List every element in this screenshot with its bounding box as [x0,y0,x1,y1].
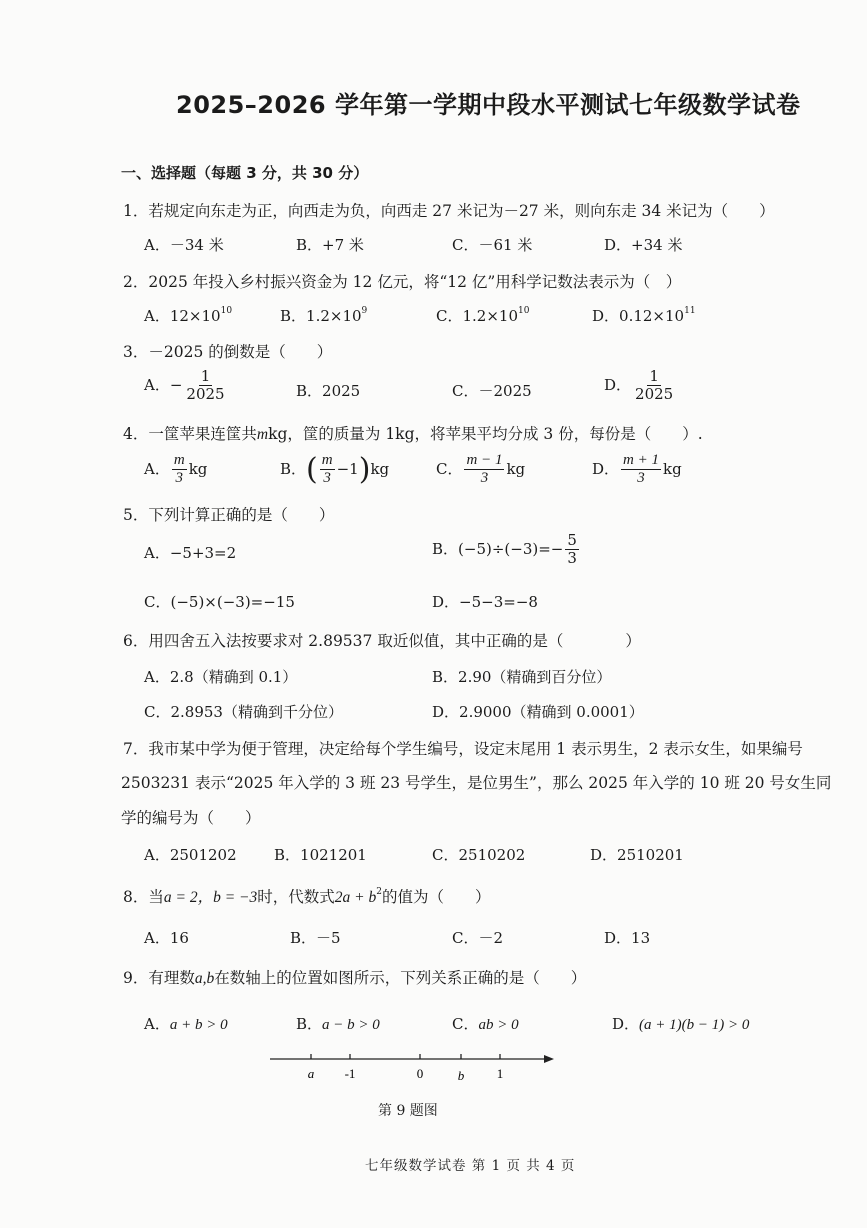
q5-option-b: B．(−5)÷(−3)=− $\frac{5}{3}$ [432,531,577,568]
q9-option-d: D．(a + 1)(b − 1) > 0 [612,1015,750,1033]
q8-option-a: A．16 [144,929,189,947]
q1-option-c: C．－61 米 [452,236,533,254]
q2-option-b: B．$1.2\times 10^9$ [280,306,368,325]
section-heading: 一、选择题（每题 3 分，共 30 分） [121,164,369,182]
q9-option-c: C．ab > 0 [452,1015,519,1033]
number-line-figure [262,1048,562,1088]
q4-option-a: A． $\frac{m}{3}$ kg [144,452,208,487]
label-0: 0 [416,1066,424,1081]
q8-option-b: B．－5 [290,929,341,947]
question-5-stem: 5．下列计算正确的是（ ） [123,506,335,524]
q2-option-d: D．$0.12\times 10^{11}$ [592,306,696,325]
q5-option-c: C．(−5)×(−3)=−15 [144,593,295,611]
question-7-line-3: 学的编号为（ ） [121,809,261,827]
question-2-stem: 2．2025 年投入乡村振兴资金为 12 亿元，将“12 亿”用科学记数法表示为（ ） [123,273,682,291]
q3-option-a: A．− $\frac{1}{2025}$ [144,367,225,404]
question-9-stem: 9．有理数a,b在数轴上的位置如图所示，下列关系正确的是（ ） [123,969,587,987]
q7-option-b: B．1021201 [274,846,367,864]
q3-option-c: C．－2025 [452,382,532,400]
page-footer: 七年级数学试卷 第 1 页 共 4 页 [365,1158,576,1174]
question-8-stem: 8．当a = 2，b = −3时，代数式$2a + b^2$的值为（ ） [123,887,491,906]
q1-option-d: D．+34 米 [604,236,683,254]
q5-option-a: A．−5+3=2 [144,544,237,562]
label-minus-1: -1 [344,1066,356,1081]
label-a: a [307,1066,315,1081]
number-line-arrowhead [544,1055,554,1063]
q7-option-a: A．2501202 [144,846,237,864]
question-6-stem: 6．用四舍五入法按要求对 2.89537 取近似值，其中正确的是（ ） [123,632,641,650]
q2-option-c: C．$1.2\times 10^{10}$ [436,306,530,325]
q6-option-c: C．2.8953（精确到千分位） [144,703,343,721]
exam-title: 2025–2026 学年第一学期中段水平测试七年级数学试卷 [176,91,801,119]
q4-option-c: C． $\frac{m - 1}{3}$ kg [436,452,526,487]
question-7-line-2: 2503231 表示“2025 年入学的 3 班 23 号学生，是位男生”，那么 2025 年入学的 10 班 20 号女生同 [121,774,832,792]
q9-option-b: B．a − b > 0 [296,1015,380,1033]
q1-option-a: A．－34 米 [144,236,224,254]
q4-option-d: D． $\frac{m + 1}{3}$ kg [592,452,682,487]
q7-option-d: D．2510201 [590,846,684,864]
question-7-line-1: 7．我市某中学为便于管理，决定给每个学生编号，设定末尾用 1 表示男生，2 表示女生，如果编号 [123,740,803,758]
question-4-stem: 4．一筐苹果连筐共mkg，筐的质量为 1kg，将苹果平均分成 3 份，每份是（ ）. [123,425,703,443]
question-3-stem: 3．－2025 的倒数是（ ） [123,343,333,361]
q6-option-a: A．2.8（精确到 0.1） [144,668,298,686]
q4-option-b: B．( $\frac{m}{3}$ −1)kg [280,451,390,487]
q5-option-d: D．−5−3=−8 [432,593,538,611]
q8-option-c: C．－2 [452,929,504,947]
q8-option-d: D．13 [604,929,651,947]
q1-option-b: B．+7 米 [296,236,364,254]
label-b: b [457,1068,465,1083]
q9-option-a: A．a + b > 0 [144,1015,228,1033]
q3-option-d: D． $\frac{1}{2025}$ [604,367,674,404]
q3-option-b: B．2025 [296,382,361,400]
q6-option-d: D．2.9000（精确到 0.0001） [432,703,644,721]
q7-option-c: C．2510202 [432,846,526,864]
question-1-stem: 1．若规定向东走为正，向西走为负，向西走 27 米记为－27 米，则向东走 34 米记为（ ） [123,202,775,220]
figure-caption: 第 9 题图 [378,1103,438,1119]
q6-option-b: B．2.90（精确到百分位） [432,668,612,686]
label-1: 1 [496,1066,504,1081]
q2-option-a: A．$12\times 10^{10}$ [144,306,233,325]
